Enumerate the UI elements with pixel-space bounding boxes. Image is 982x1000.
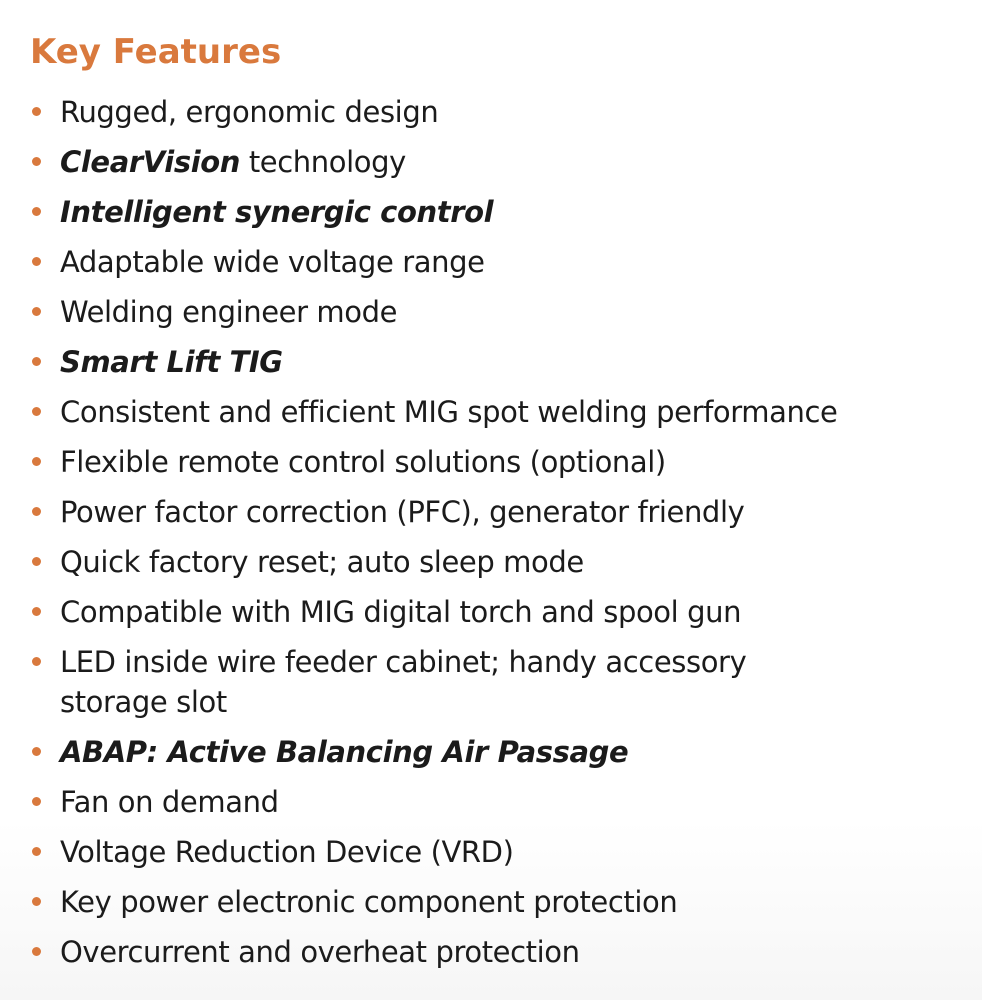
bullet-icon <box>32 307 41 316</box>
feature-text: Voltage Reduction Device (VRD) <box>60 835 514 869</box>
feature-text: Power factor correction (PFC), generator friendly <box>60 495 745 529</box>
feature-item <box>30 242 960 282</box>
feature-item <box>30 592 960 632</box>
feature-text: Compatible with MIG digital torch and spool gun <box>60 595 742 629</box>
bullet-icon <box>32 107 41 116</box>
bullet-icon <box>32 207 41 216</box>
feature-text: Flexible remote control solutions (optional) <box>60 445 666 479</box>
feature-item <box>30 442 960 482</box>
feature-text: Adaptable wide voltage range <box>60 245 485 279</box>
feature-text-line-2: storage slot <box>60 685 227 719</box>
feature-item <box>30 292 960 332</box>
bullet-icon <box>32 847 41 856</box>
bullet-icon <box>32 607 41 616</box>
bullet-icon <box>32 407 41 416</box>
feature-emphasis: Smart Lift TIG <box>60 345 283 379</box>
bullet-icon <box>32 657 41 666</box>
feature-text: Key power electronic component protection <box>60 885 678 919</box>
feature-item <box>30 92 960 132</box>
bullet-icon <box>32 747 41 756</box>
feature-text: Fan on demand <box>60 785 279 819</box>
feature-item <box>30 392 960 432</box>
feature-text: Overcurrent and overheat protection <box>60 935 580 969</box>
feature-item <box>30 192 960 232</box>
feature-item <box>30 882 960 922</box>
bullet-icon <box>32 897 41 906</box>
bullet-icon <box>32 257 41 266</box>
bullet-icon <box>32 457 41 466</box>
feature-item <box>30 492 960 532</box>
bullet-icon <box>32 357 41 366</box>
feature-item <box>30 142 960 182</box>
page-title: Key Features <box>30 32 282 72</box>
feature-item <box>30 542 960 582</box>
bullet-icon <box>32 507 41 516</box>
feature-emphasis: Intelligent synergic control <box>60 195 494 229</box>
feature-item <box>30 732 960 772</box>
feature-text-line-1: LED inside wire feeder cabinet; handy accessory <box>60 645 747 679</box>
feature-item <box>30 642 960 722</box>
feature-item <box>30 832 960 872</box>
bullet-icon <box>32 557 41 566</box>
bullet-icon <box>32 947 41 956</box>
feature-text: technology <box>240 145 406 179</box>
feature-list <box>30 92 960 982</box>
bullet-icon <box>32 157 41 166</box>
feature-emphasis: ClearVision <box>60 145 241 179</box>
feature-emphasis: ABAP: Active Balancing Air Passage <box>60 735 629 769</box>
feature-text: Rugged, ergonomic design <box>60 95 439 129</box>
feature-text: Consistent and efficient MIG spot welding performance <box>60 395 838 429</box>
feature-text: Welding engineer mode <box>60 295 398 329</box>
feature-text: Quick factory reset; auto sleep mode <box>60 545 584 579</box>
feature-item <box>30 932 960 972</box>
feature-item <box>30 342 960 382</box>
feature-item <box>30 782 960 822</box>
bullet-icon <box>32 797 41 806</box>
